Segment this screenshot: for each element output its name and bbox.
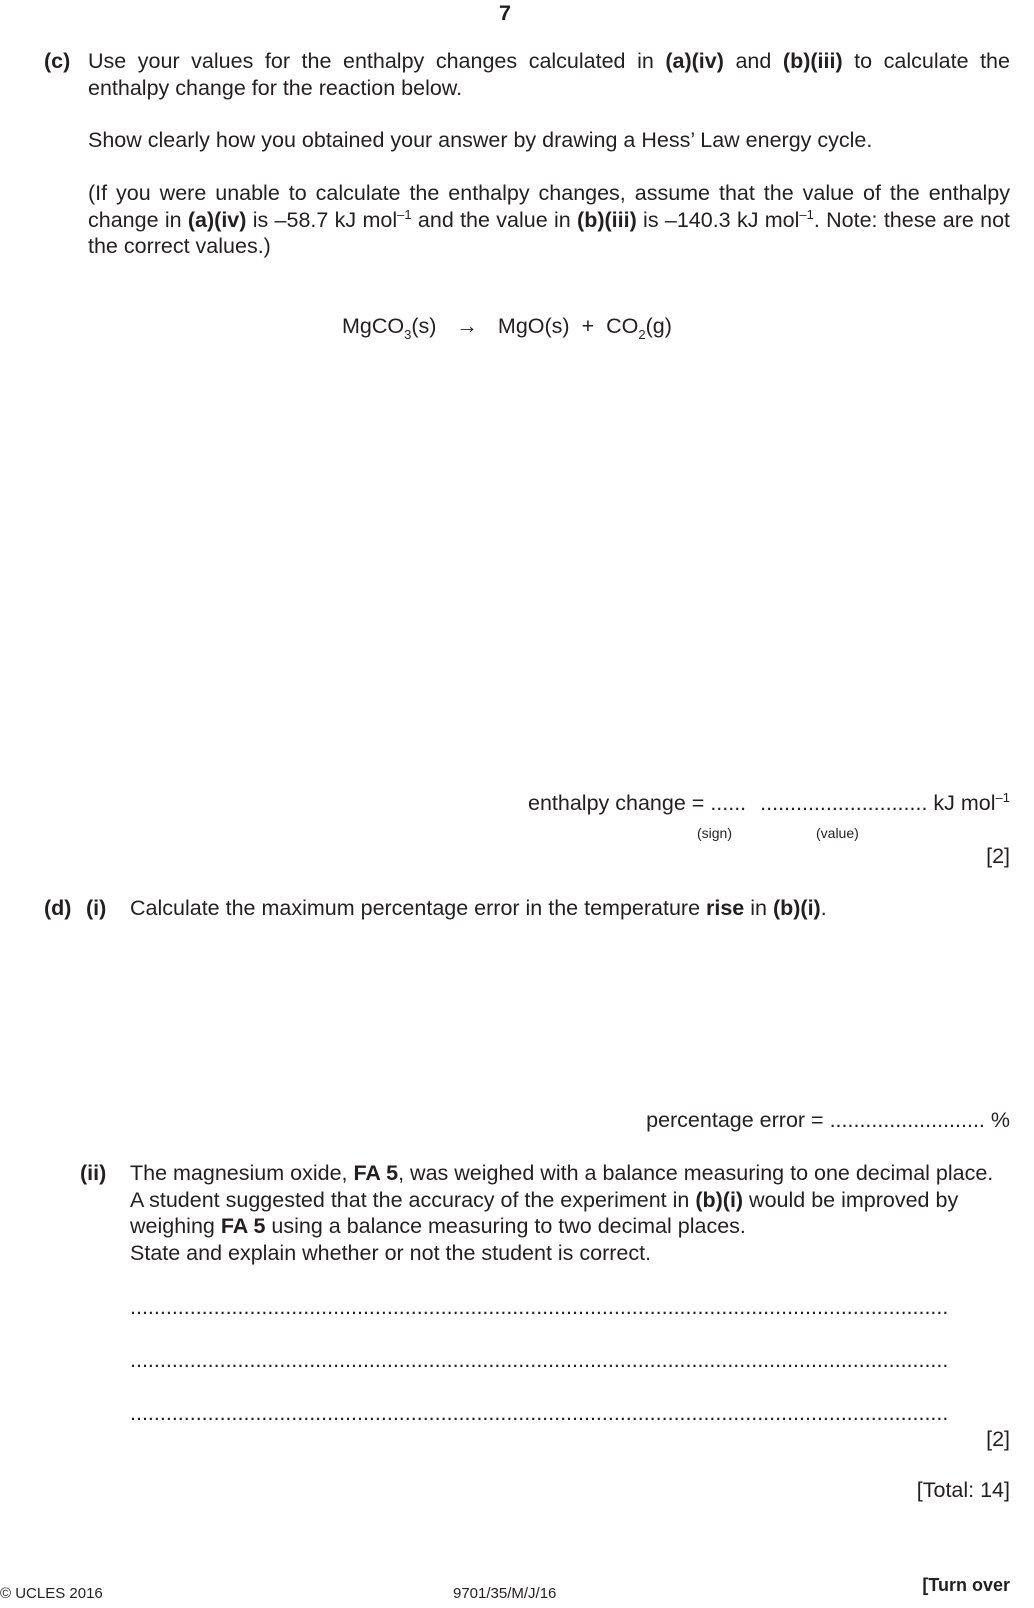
question-c-paragraph-2: Show clearly how you obtained your answer by drawing a Hess’ Law energy cycle.	[88, 128, 873, 152]
reaction-equation: MgCO$_3$(s) → $MgO(s) + CO_2(g)$	[342, 314, 672, 342]
question-c-paragraph-3: (If you were unable to calculate the enthalpy changes, assume that the value of the enthalpy change in (a)(iv) is –58.7 kJ mol$^{-1}$ and the value in (b)(iii) is –140.3 kJ mol$^{-1}$. Note: these are not the correct values.)	[88, 181, 1011, 258]
sign-caption: (sign)	[697, 825, 733, 841]
arrow-icon: →	[456, 314, 478, 338]
total-marks: [Total: 14]	[916, 1478, 1010, 1502]
answer-line-2[interactable]: .........................................................................................................................................	[130, 1348, 949, 1372]
question-d-label: (d)	[44, 896, 72, 920]
question-d-ii-marks: [2]	[986, 1427, 1010, 1451]
sign-answer-field[interactable]: ......	[710, 791, 747, 815]
percentage-error-field[interactable]: ..........................	[829, 1108, 985, 1132]
question-d-i-label: (i)	[86, 896, 107, 920]
paper-code: 9701/35/M/J/16	[453, 1585, 557, 1602]
question-d-ii-label: (ii)	[80, 1161, 107, 1185]
answer-line-1[interactable]: .........................................................................................................................................	[130, 1295, 949, 1319]
question-c-label: (c)	[44, 49, 71, 73]
question-d-ii-text: The magnesium oxide, FA 5, was weighed with a balance measuring to one decimal place. A student suggested that the accuracy of the experiment in (b)(i) would be improved by weighing FA 5 using a balance measuring to two decimal places. State and explain whether or not the student is correct.	[130, 1161, 994, 1265]
answer-line-3[interactable]: .........................................................................................................................................	[130, 1401, 949, 1425]
value-answer-field[interactable]: ............................	[760, 791, 928, 815]
value-caption: (value)	[816, 825, 859, 841]
percentage-error-answer-line: percentage error = .......................... %	[646, 1108, 1010, 1132]
question-c-marks: [2]	[986, 844, 1010, 868]
copyright: © UCLES 2016	[0, 1585, 103, 1602]
enthalpy-change-answer-line: enthalpy change = ...... ............................ kJ mol$^{-1}$	[528, 790, 1010, 815]
page-number: 7	[499, 1, 511, 25]
question-c-paragraph-1: Use your values for the enthalpy changes calculated in (a)(iv) and (b)(iii) to calculate the enthalpy change for the reaction below.	[88, 49, 1010, 100]
turn-over: [Turn over	[922, 1575, 1010, 1595]
question-d-i-text: Calculate the maximum percentage error in the temperature rise in (b)(i).	[130, 896, 827, 920]
